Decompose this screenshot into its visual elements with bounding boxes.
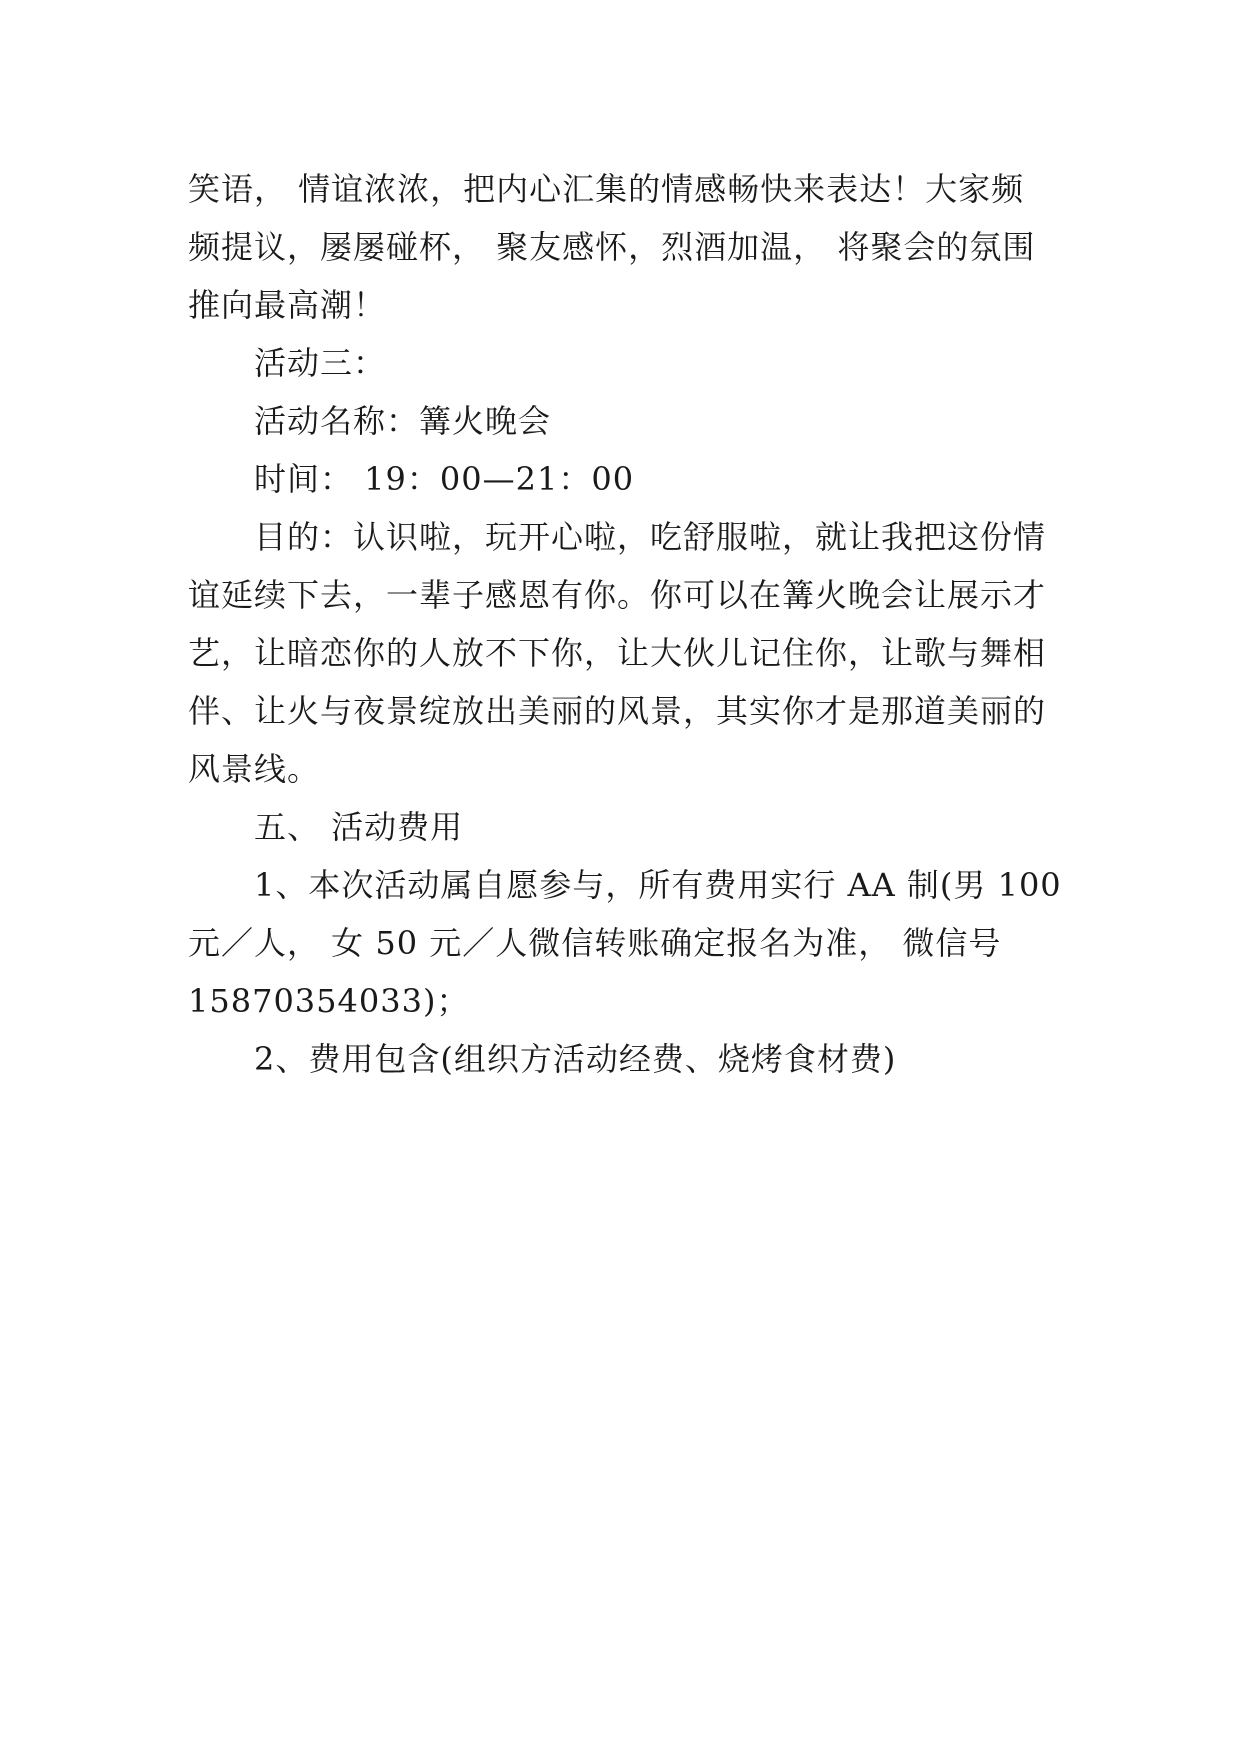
text-line: 艺，让暗恋你的人放不下你，让大伙儿记住你，让歌与舞相	[188, 634, 1047, 672]
text-line: 元／人， 女 50 元／人微信转账确定报名为准， 微信号	[188, 924, 1002, 962]
paragraph-cost-item-1	[188, 856, 1062, 1030]
text-line: 2、费用包含(组织方活动经费、烧烤食材费)	[254, 1040, 897, 1078]
document-body	[188, 160, 1062, 1088]
text-line: 五、 活动费用	[254, 808, 464, 846]
text-line: 频提议，屡屡碰杯， 聚友感怀，烈酒加温， 将聚会的氛围	[188, 228, 1036, 266]
section-heading-activity-costs	[188, 798, 1056, 856]
text-line: 活动三：	[254, 344, 387, 382]
activity-name	[188, 392, 1056, 450]
paragraph-gathering-atmosphere	[188, 160, 1056, 334]
heading-activity-three	[188, 334, 1056, 392]
activity-time	[188, 450, 1056, 508]
text-line: 15870354033)；	[188, 982, 470, 1020]
text-line: 谊延续下去，一辈子感恩有你。你可以在篝火晚会让展示才	[188, 576, 1047, 614]
paragraph-activity-purpose	[188, 508, 1056, 798]
paragraph-cost-item-2	[188, 1030, 1056, 1088]
text-line: 笑语， 情谊浓浓，把内心汇集的情感畅快来表达！大家频	[188, 170, 1025, 208]
text-line: 目的：认识啦，玩开心啦，吃舒服啦，就让我把这份情	[254, 518, 1047, 556]
text-line: 时间： 19：00—21：00	[254, 460, 635, 498]
text-line: 风景线。	[188, 750, 321, 788]
text-line: 活动名称：篝火晚会	[254, 402, 552, 440]
text-line: 1、本次活动属自愿参与，所有费用实行 AA 制(男 100	[254, 866, 1062, 904]
text-line: 推向最高潮！	[188, 286, 387, 324]
text-line: 伴、让火与夜景绽放出美丽的风景，其实你才是那道美丽的	[188, 692, 1047, 730]
